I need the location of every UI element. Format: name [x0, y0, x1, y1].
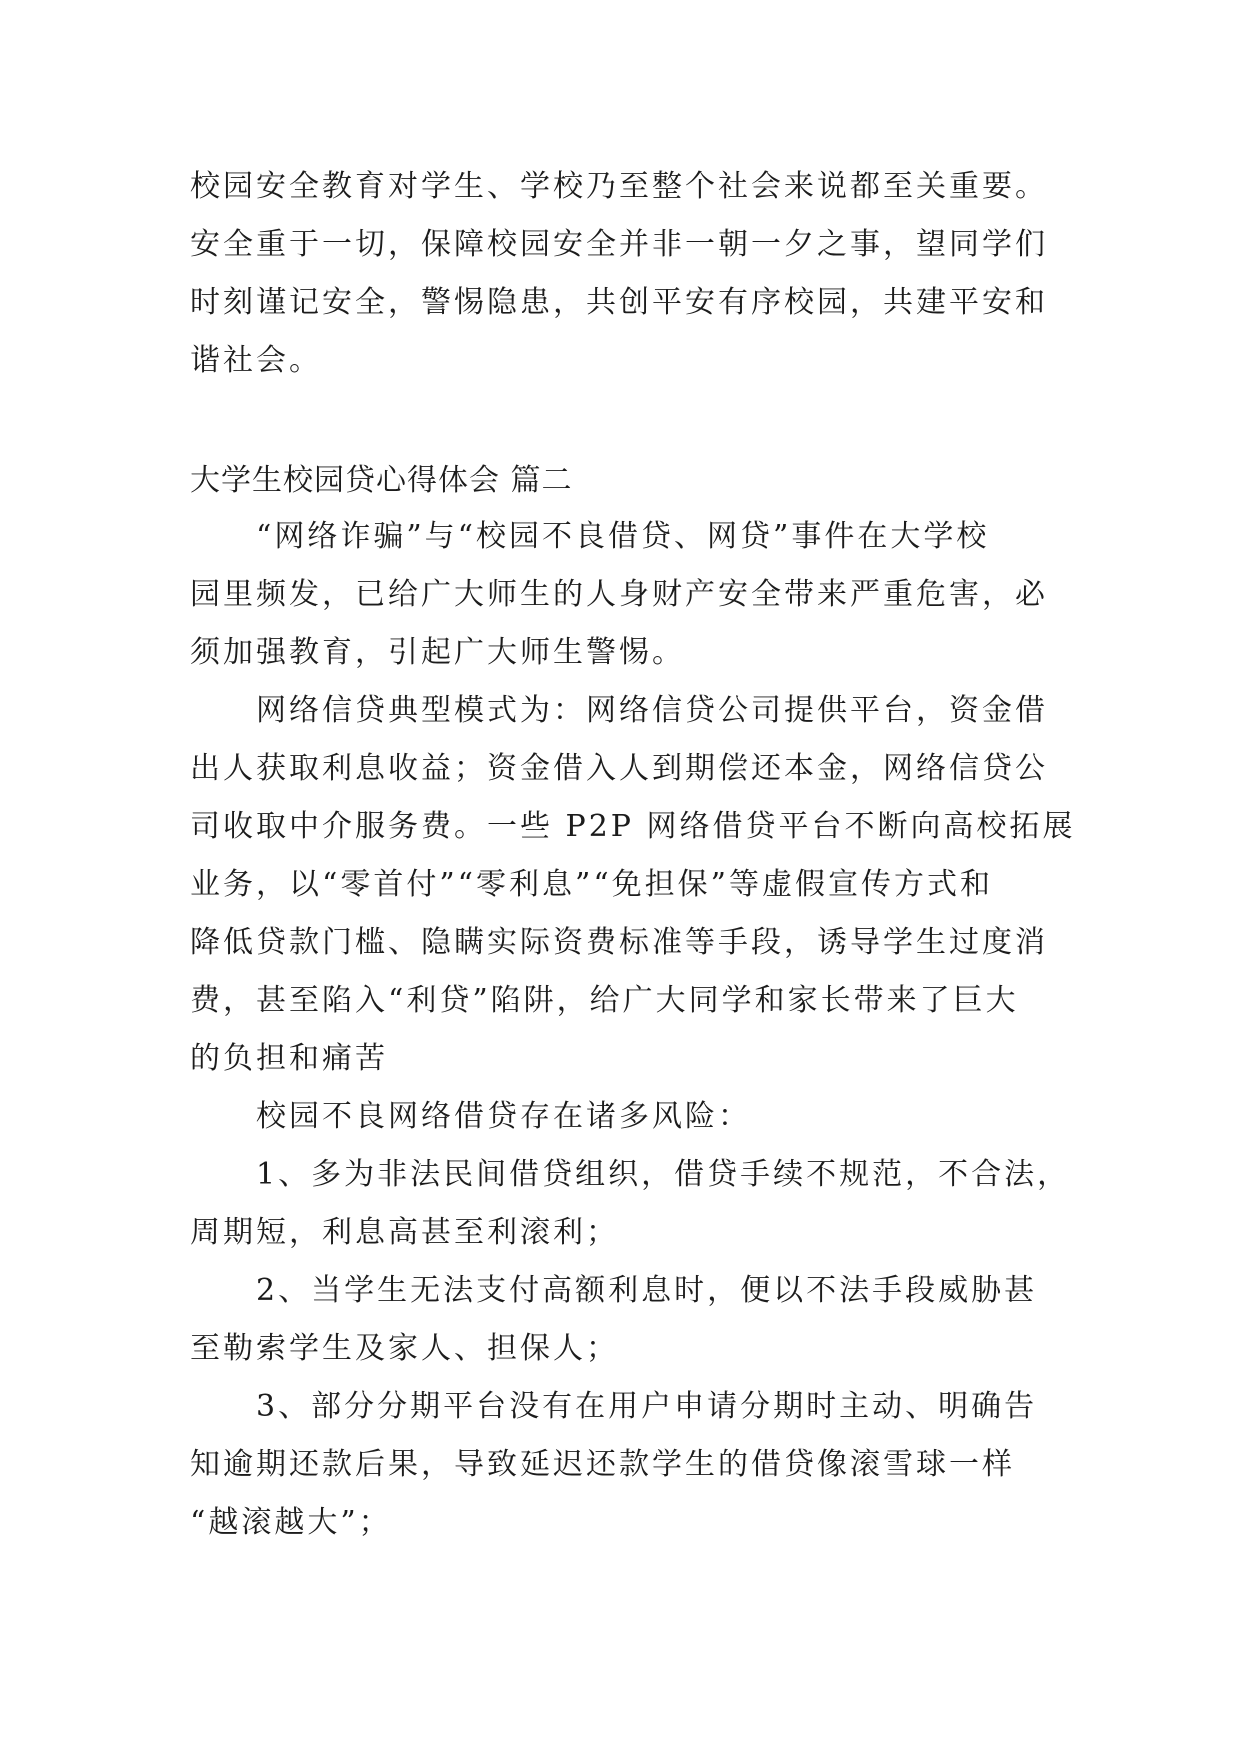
article-body [190, 508, 1076, 1552]
text-line: 谐社会。 [190, 343, 322, 378]
text-line: “越滚越大”； [190, 1505, 392, 1540]
text-line: 1、多为非法民间借贷组织，借贷手续不规范，不合法， [256, 1157, 1071, 1192]
text-line: 校园不良网络借贷存在诸多风险： [256, 1099, 751, 1134]
text-line: 3、部分分期平台没有在用户申请分期时主动、明确告 [256, 1389, 1038, 1424]
section-heading-block [190, 452, 1070, 510]
text-line: 业务，以“零首付”“零利息”“免担保”等虚假宣传方式和 [190, 867, 994, 902]
text-line: 出人获取利息收益；资金借入人到期偿还本金，网络信贷公 [190, 751, 1048, 786]
text-line: 园里频发，已给广大师生的人身财产安全带来严重危害，必 [190, 577, 1048, 612]
text-line: “网络诈骗”与“校园不良借贷、网贷”事件在大学校 [256, 519, 990, 554]
section-heading: 大学生校园贷心得体会 篇二 [190, 463, 573, 498]
text-line: 司收取中介服务费。一些 P2P 网络借贷平台不断向高校拓展 [190, 809, 1076, 844]
text-line: 周期短，利息高甚至利滚利； [190, 1215, 619, 1250]
intro-paragraph [190, 158, 1070, 390]
text-line: 须加强教育，引起广大师生警惕。 [190, 635, 685, 670]
text-line: 知逾期还款后果，导致延迟还款学生的借贷像滚雪球一样 [190, 1447, 1015, 1482]
text-line: 网络信贷典型模式为：网络信贷公司提供平台，资金借 [256, 693, 1048, 728]
text-line: 的负担和痛苦 [190, 1041, 388, 1076]
text-line: 至勒索学生及家人、担保人； [190, 1331, 619, 1366]
text-line: 2、当学生无法支付高额利息时，便以不法手段威胁甚 [256, 1273, 1038, 1308]
text-line: 校园安全教育对学生、学校乃至整个社会来说都至关重要。 [190, 169, 1048, 204]
text-line: 安全重于一切，保障校园安全并非一朝一夕之事，望同学们 [190, 227, 1048, 262]
text-line: 费，甚至陷入“利贷”陷阱，给广大同学和家长带来了巨大 [190, 983, 1019, 1018]
text-line: 降低贷款门槛、隐瞒实际资费标准等手段，诱导学生过度消 [190, 925, 1048, 960]
text-line: 时刻谨记安全，警惕隐患，共创平安有序校园，共建平安和 [190, 285, 1048, 320]
